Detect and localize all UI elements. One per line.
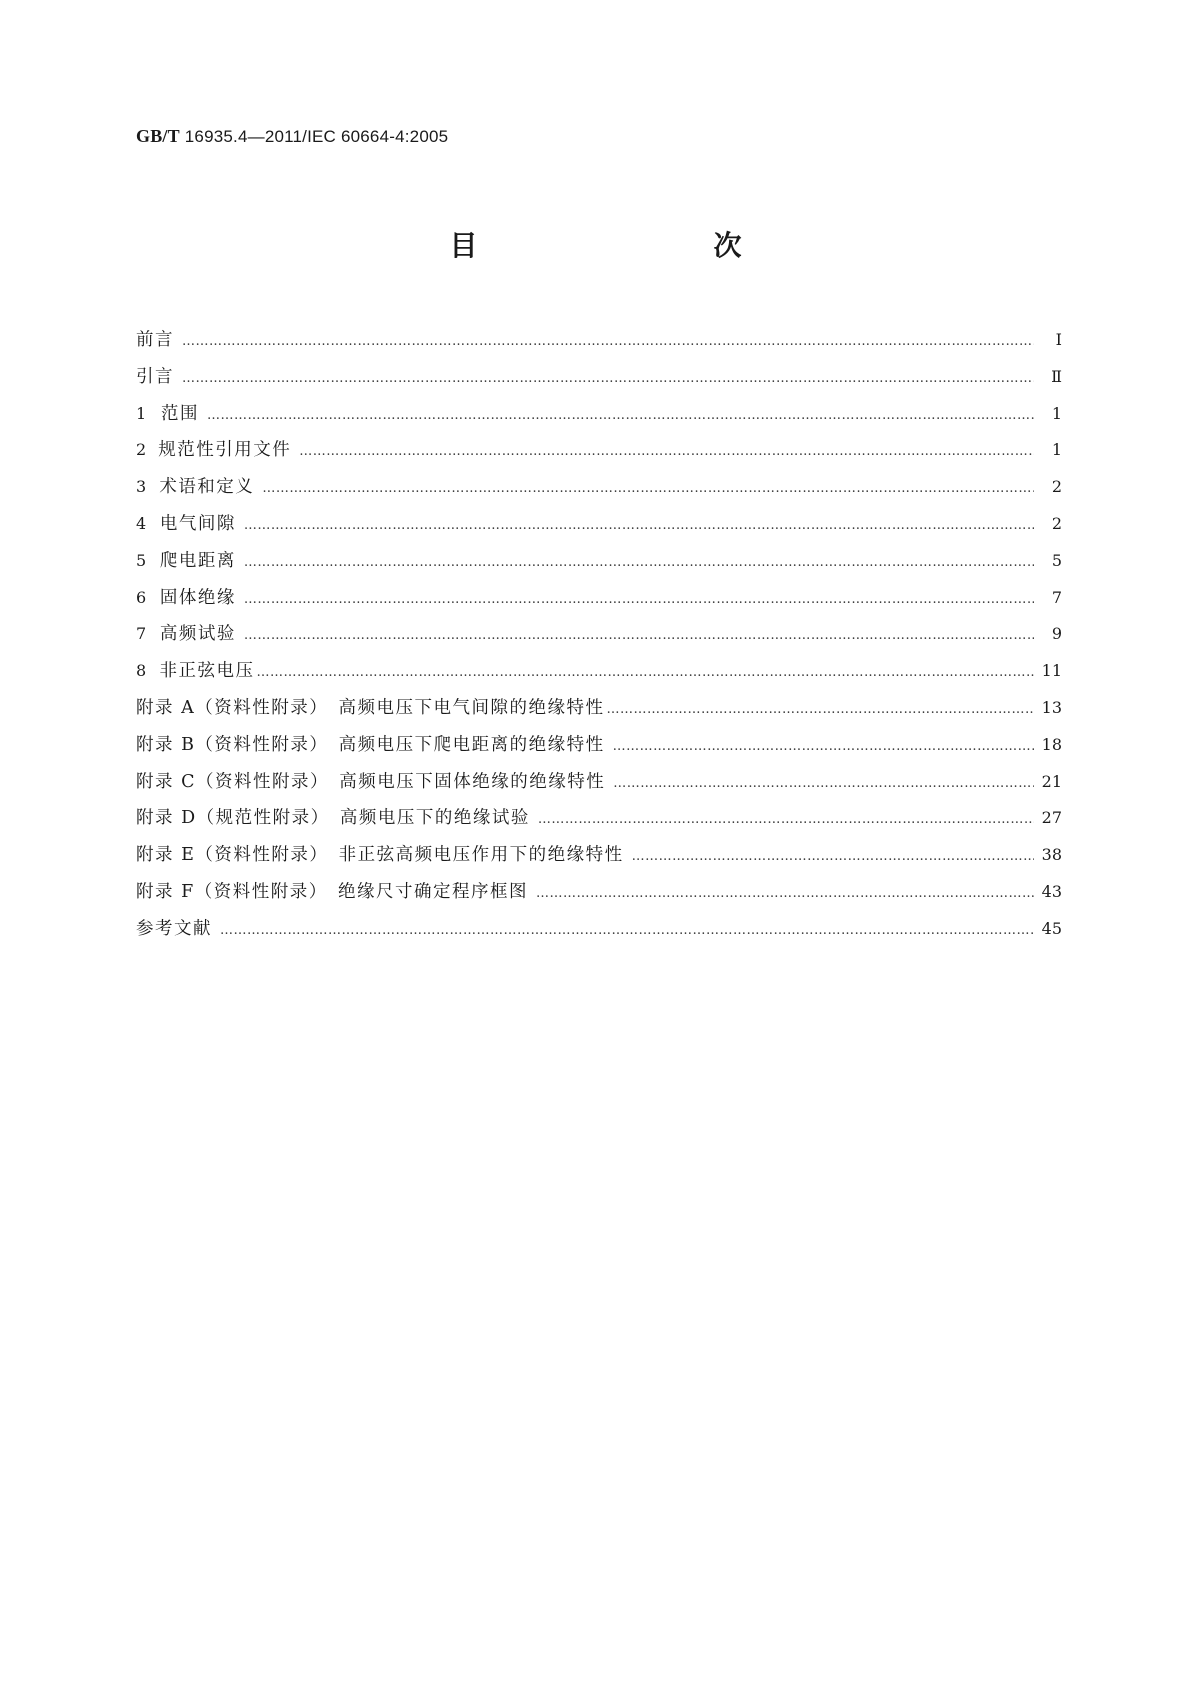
toc-entry-scope[interactable]	[136, 400, 1062, 437]
toc-entry-page: 1	[1051, 440, 1062, 460]
toc-entry-page: 21	[1041, 771, 1062, 791]
leader-dots	[538, 812, 1034, 827]
toc-entry-label: 附录 E（资料性附录） 非正弦高频电压作用下的绝缘特性	[136, 845, 624, 866]
toc-entry-label: 固体绝缘	[159, 587, 236, 608]
leader-dots	[613, 739, 1034, 754]
toc-entry-page: 5	[1051, 550, 1062, 570]
toc-entry-label: 附录 F（资料性附录） 绝缘尺寸确定程序框图	[136, 881, 528, 902]
standard-number: 16935.4—2011/IEC 60664-4:2005	[184, 127, 449, 146]
toc-entry-non-sinusoidal[interactable]	[136, 657, 1062, 694]
toc-entry-number: 7	[136, 624, 147, 644]
toc-entry-label: 引言	[136, 366, 174, 387]
toc-entry-terms-definitions[interactable]	[136, 473, 1062, 510]
toc-entry-page: 38	[1041, 845, 1062, 865]
toc-entry-bibliography[interactable]	[136, 915, 1062, 952]
leader-dots	[207, 408, 1034, 423]
toc-entry-page: 13	[1041, 697, 1062, 717]
leader-dots	[632, 849, 1034, 864]
page-title: 目 次	[449, 229, 802, 262]
toc-entry-page: 7	[1051, 587, 1062, 607]
toc-entry-number: 4	[136, 513, 147, 533]
toc-entry-annex-c[interactable]	[136, 768, 1062, 805]
toc-entry-page: 11	[1041, 661, 1062, 681]
toc-entry-label: 附录 D（规范性附录） 高频电压下的绝缘试验	[136, 808, 530, 829]
toc-entry-annex-b[interactable]	[136, 731, 1062, 768]
toc-entry-number: 6	[136, 587, 147, 607]
toc-entry-creepage[interactable]	[136, 547, 1062, 584]
toc-entry-label: 前言	[136, 330, 174, 350]
leader-dots	[182, 334, 1034, 349]
standard-code	[136, 126, 448, 147]
toc-entry-page: 1	[1051, 403, 1062, 423]
toc-entry-label: 爬电距离	[159, 550, 236, 571]
toc-entry-label: 非正弦电压	[159, 661, 255, 682]
toc-entry-normative-references[interactable]	[136, 436, 1062, 473]
toc-entry-number: 5	[136, 550, 147, 570]
toc-entry-number: 1	[136, 403, 147, 423]
toc-entry-label: 附录 C（资料性附录） 高频电压下固体绝缘的绝缘特性	[136, 771, 606, 792]
toc-entry-page: 9	[1051, 624, 1062, 644]
table-of-contents	[136, 326, 1062, 952]
toc-entry-page: 2	[1051, 513, 1062, 533]
toc-entry-number: 2	[136, 440, 147, 460]
toc-entry-page: 2	[1051, 477, 1062, 497]
toc-entry-page: Ⅰ	[1055, 330, 1062, 349]
toc-entry-annex-d[interactable]	[136, 804, 1062, 841]
leader-dots	[244, 628, 1034, 643]
toc-entry-foreword[interactable]	[136, 326, 1062, 363]
toc-entry-annex-f[interactable]	[136, 878, 1062, 915]
toc-entry-label: 参考文献	[136, 918, 212, 939]
toc-entry-label: 规范性引用文件	[158, 440, 292, 461]
toc-entry-annex-a[interactable]	[136, 694, 1062, 731]
toc-entry-page: Ⅱ	[1051, 366, 1062, 386]
toc-entry-solid-insulation[interactable]	[136, 584, 1062, 621]
toc-entry-label: 高频试验	[159, 624, 236, 645]
toc-entry-hf-testing[interactable]	[136, 620, 1062, 657]
toc-entry-label: 附录 B（资料性附录） 高频电压下爬电距离的绝缘特性	[136, 734, 605, 755]
leader-dots	[244, 555, 1034, 570]
leader-dots	[536, 886, 1034, 901]
leader-dots	[256, 665, 1034, 680]
toc-entry-page: 18	[1041, 734, 1062, 754]
toc-entry-label: 电气间隙	[159, 513, 236, 534]
leader-dots	[244, 518, 1034, 533]
toc-entry-label: 范围	[160, 403, 199, 424]
toc-entry-introduction[interactable]	[136, 363, 1062, 400]
leader-dots	[244, 592, 1034, 607]
standard-prefix: GB/T	[136, 126, 180, 146]
leader-dots	[613, 776, 1034, 791]
leader-dots	[220, 923, 1034, 938]
leader-dots	[606, 702, 1034, 717]
toc-entry-annex-e[interactable]	[136, 841, 1062, 878]
toc-entry-clearances[interactable]	[136, 510, 1062, 547]
toc-entry-page: 43	[1041, 881, 1062, 901]
leader-dots	[299, 444, 1034, 459]
toc-entry-page: 45	[1041, 918, 1062, 938]
toc-entry-number: 3	[136, 477, 147, 497]
toc-entry-number: 8	[136, 661, 147, 681]
toc-entry-label: 术语和定义	[159, 477, 255, 498]
toc-entry-page: 27	[1041, 808, 1062, 828]
leader-dots	[182, 371, 1034, 386]
leader-dots	[262, 481, 1034, 496]
toc-entry-label: 附录 A（资料性附录） 高频电压下电气间隙的绝缘特性	[136, 697, 605, 718]
